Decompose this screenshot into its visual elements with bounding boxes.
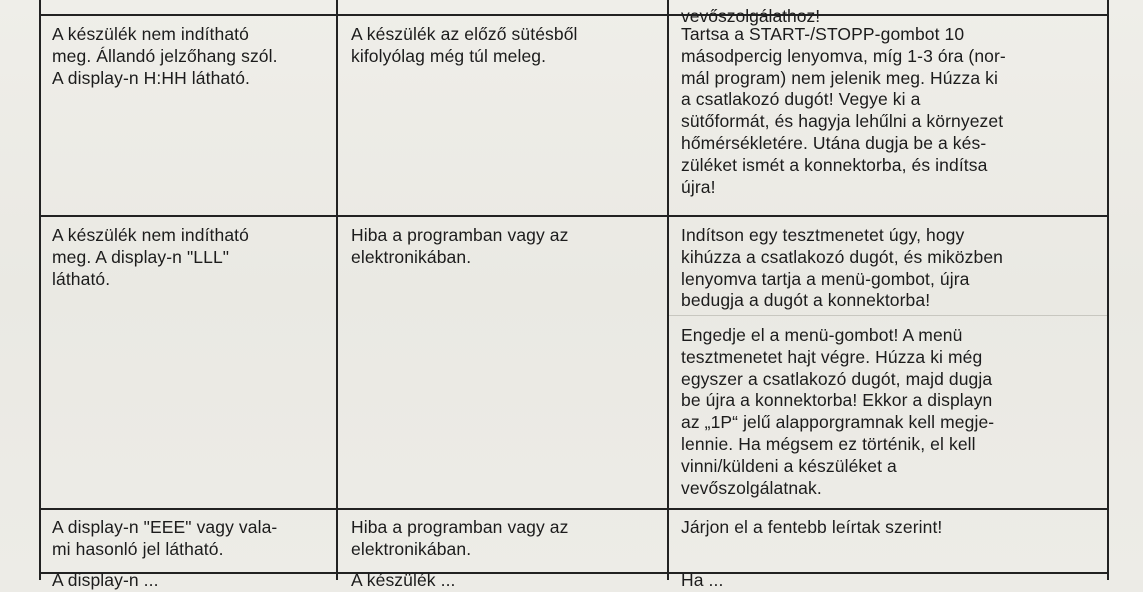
row1-solution: Tartsa a START-/STOPP-gombot 10 másodpercig lenyomva, míg 1-3 óra (nor- mál program) nem jelenik meg. Húzza ki a csatlakozó dugót! Vegye ki a sütőformát, és hagyja lehűlni a környezet hőmérsékletére. Utána dugja be a kés- züléket ismét a konnektorba, és indítsa újra!: [681, 24, 1006, 197]
row-divider-1: [39, 215, 1109, 217]
row3-cause: Hiba a programban vagy az elektronikában.: [351, 517, 569, 559]
row1-problem: A készülék nem indítható meg. Állandó jelzőhang szól. A display-n H:HH látható.: [52, 24, 278, 88]
row2-problem: A készülék nem indítható meg. A display-n "LLL" látható.: [52, 225, 249, 289]
row3-solution: Járjon el a fentebb leírtak szerint!: [681, 517, 943, 537]
next-row-fragment: [0, 570, 1143, 590]
previous-row-fragment: vevőszolgálathoz!: [681, 5, 821, 26]
row3-problem: A display-n "EEE" vagy vala- mi hasonló jel látható.: [52, 517, 278, 559]
next-row-cause: A készülék ...: [351, 570, 456, 590]
table-border-left: [39, 0, 41, 580]
column-divider-2: [667, 0, 669, 580]
next-row-solution: Ha ...: [681, 570, 724, 590]
row2-solution: Indítson egy tesztmenetet úgy, hogy kihúzza a csatlakozó dugót, és miközben lenyomva tartja a menü-gombot, újra bedugja a dugót a konnektorba!: [681, 225, 1003, 311]
row-divider-top: [39, 14, 1109, 16]
next-row-problem: A display-n ...: [52, 570, 159, 590]
row2-cause: Hiba a programban vagy az elektronikában.: [351, 225, 569, 267]
table-border-right: [1107, 0, 1109, 580]
paragraph-separator: [669, 315, 1107, 316]
row1-cause: A készülék az előző sütésből kifolyólag még túl meleg.: [351, 24, 578, 66]
column-divider-1: [336, 0, 338, 580]
row-divider-2: [39, 508, 1109, 510]
row2-solution-continued: Engedje el a menü-gombot! A menü tesztmenetet hajt végre. Húzza ki még egyszer a csatlakozó dugót, majd dugja be újra a konnektorba! Ekkor a displayn az „1P“ jelű alapporgramnak kell megje- lennie. Ha mégsem ez történik, el kell vinni/küldeni a készüléket a vevőszolgálatnak.: [681, 325, 995, 498]
